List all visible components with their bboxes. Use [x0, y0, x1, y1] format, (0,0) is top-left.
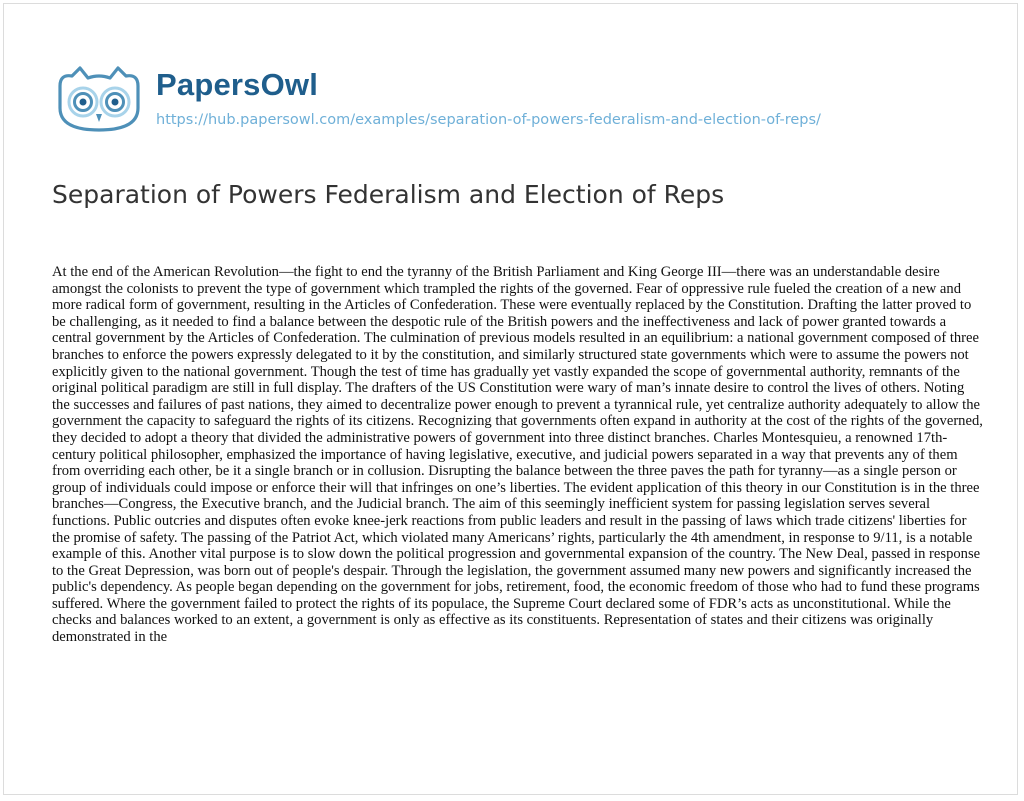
brand-name: PapersOwl	[156, 67, 319, 102]
document-title: Separation of Powers Federalism and Election of Reps	[52, 180, 725, 209]
document-body: At the end of the American Revolution—the fight to end the tyranny of the British Parliament and King George III—there was an understandable desire amongst the colonists to prevent the type of government which trampled the rights of the governed. Fear of oppressive rule fueled the creation of a new and more radical form of government, resulting in the Articles of Confederation. These were eventually replaced by the Constitution. Drafting the latter proved to be challenging, as it needed to find a balance between the despotic rule of the British powers and the ineffectiveness and lack of power granted towards a central government by the Articles of Confederation. The culmination of previous models resulted in an equilibrium: a national government composed of three branches to enforce the powers expressly delegated to it by the constitution, and similarly structured state governments which were to assume the powers not explicitly given to the national government. Though the test of time has gradually yet vastly expanded the scope of governmental authority, remnants of the original political paradigm are still in full display. The drafters of the US Constitution were wary of man’s innate desire to control the lives of others. Noting the successes and failures of past nations, they aimed to decentralize power enough to prevent a tyrannical rule, yet centralize authority adequately to allow the government the capacity to safeguard the rights of its citizens. Recognizing that governments often expand in authority at the cost of the rights of the governed, they decided to adopt a theory that divided the administrative powers of government into three distinct branches. Charles Montesquieu, a renowned 17th-century political philosopher, emphasized the importance of having legislative, executive, and judicial powers separated in a way that prevents any of them from overriding each other, be it a single branch or in collusion. Disrupting the balance between the three paves the path for tyranny—as a single person or group of individuals could impose or enforce their will that infringes on one’s liberties. The evident application of this theory in our Constitution is in the three branches—Congress, the Executive branch, and the Judicial branch. The aim of this seemingly inefficient system for passing legislation serves several functions. Public outcries and disputes often evoke knee-jerk reactions from public leaders and result in the passing of laws which trade citizens' liberties for the promise of safety. The passing of the Patriot Act, which violated many Americans’ rights, particularly the 4th amendment, in response to 9/11, is a notable example of this. Another vital purpose is to slow down the political progression and governmental expansion of the country. The New Deal, passed in response to the Great Depression, was born out of people's despair. Through the legislation, the government assumed many new powers and significantly increased the public's dependency. As people began depending on the government for jobs, retirement, food, the economic freedom of those who had to fund these programs suffered. Where the government failed to protect the rights of its populace, the Supreme Court declared some of FDR’s acts as unconstitutional. While the checks and balances worked to an extent, a government is only as effective as its constituents. Representation of states and their citizens was originally demonstrated in the	[52, 264, 983, 646]
brand-block	[156, 64, 821, 129]
owl-icon	[52, 64, 147, 134]
document-page	[3, 3, 1018, 795]
site-header	[52, 64, 821, 134]
source-url[interactable]: https://hub.papersowl.com/examples/separation-of-powers-federalism-and-election-of-reps/	[156, 112, 821, 128]
